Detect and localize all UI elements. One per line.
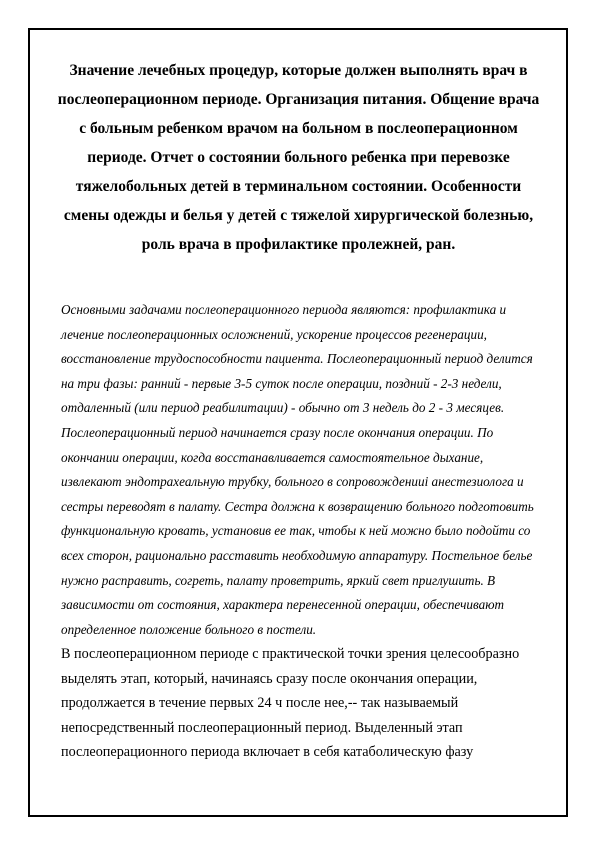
document-body: [61, 298, 541, 764]
document-title: Значение лечебных процедур, которые должен выполнять врач в послеоперационном периоде. Организация питания. Общение врача с больным ребенком врачом на больном в послеоперационном периоде. Отчет о состоянии больного ребенка при перевозке тяжелобольных детей в терминальном состоянии. Особенности смены одежды и белья у детей с тяжелой хирургической болезнью, роль врача в профилактике пролежней, ран.: [57, 62, 540, 253]
paragraph-regular: В послеоперационном периоде с практической точки зрения целесообразно выделять этап, который, начинаясь сразу после окончания операции, продолжается в течение первых 24 ч после нее,-- так называемый непосредственный послеоперационный период. Выделенный этап послеоперационного периода включает в себя катаболическую фазу: [61, 646, 520, 760]
paragraph-italic: Основными задачами послеоперационного периода являются: профилактика и лечение послеоперационных осложнений, ускорение процессов регенерации, восстановление трудоспособности пациента. Послеоперационный период делится на три фазы: ранний - первые 3-5 суток после операции, поздний - 2-3 недели, отдаленный (или период реабилитации) - обычно от 3 недель до 2 - 3 месяцев. Послеоперационный период начинается сразу после окончания операции. По окончании операции, когда восстанавливается самостоятельное дыхание, извлекают эндотрахеальную трубку, больного в сопровожденииi анестезиолога и сестры переводят в палату. Сестра должна к возвращению больного подготовить функциональную кровать, установив ее так, чтобы к ней можно было подойти со всех сторон, рационально расставить необходимую аппаратуру. Постельное белье нужно расправить, согреть, палату проветрить, яркий свет приглушить. В зависимости от состояния, характера перенесенной операции, обеспечивают определенное положение больного в постели.: [61, 302, 534, 637]
